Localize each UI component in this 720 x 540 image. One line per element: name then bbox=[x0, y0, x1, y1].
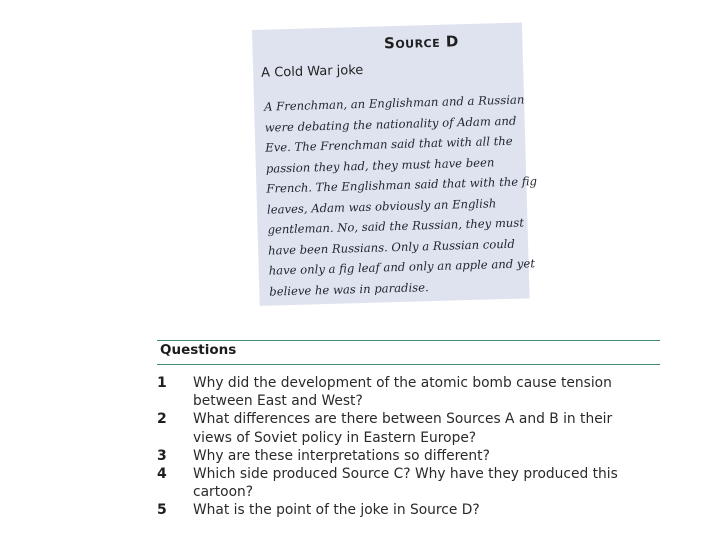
joke-line: leaves, Adam was obviously an English bbox=[266, 195, 497, 217]
question-number: 5 bbox=[157, 502, 167, 519]
question-number: 1 bbox=[157, 375, 167, 391]
joke-line: were debating the nationality of Adam and bbox=[264, 113, 517, 135]
question-line: What differences are there between Sources A and B in their bbox=[193, 411, 613, 428]
question-item bbox=[157, 410, 647, 446]
joke-line: gentleman. No, said the Russian, they must bbox=[267, 215, 525, 237]
question-text bbox=[193, 374, 612, 410]
question-item bbox=[157, 501, 647, 519]
joke-line: A Frenchman, an Englishman and a Russian bbox=[263, 92, 525, 114]
question-line: views of Soviet policy in Eastern Europe? bbox=[193, 429, 477, 446]
joke-line: French. The Englishman said that with the fig bbox=[266, 174, 538, 196]
question-text bbox=[193, 410, 612, 446]
source-heading: Source D bbox=[383, 32, 460, 53]
question-item bbox=[157, 465, 647, 501]
question-number: 2 bbox=[157, 411, 167, 428]
question-text bbox=[193, 501, 480, 519]
joke-line: have only a fig leaf and only an apple and yet bbox=[268, 256, 536, 278]
question-item bbox=[157, 447, 647, 465]
questions-rule-bottom bbox=[157, 364, 660, 365]
question-line: Why did the development of the atomic bomb cause tension bbox=[193, 375, 612, 391]
question-text bbox=[193, 465, 618, 501]
question-text bbox=[193, 447, 490, 465]
question-line: cartoon? bbox=[193, 484, 254, 501]
joke-line: believe he was in paradise. bbox=[269, 279, 429, 299]
questions-heading: Questions bbox=[160, 342, 237, 358]
question-line: Which side produced Source C? Why have they produced this bbox=[193, 466, 618, 483]
question-line: between East and West? bbox=[193, 393, 363, 410]
question-line: Why are these interpretations so different? bbox=[193, 447, 490, 464]
question-number: 3 bbox=[157, 447, 167, 464]
joke-line: passion they had, they must have been bbox=[265, 154, 495, 176]
question-line: What is the point of the joke in Source D? bbox=[193, 502, 480, 519]
joke-line: Eve. The Frenchman said that with all the bbox=[265, 133, 513, 155]
source-d-box bbox=[252, 22, 538, 305]
question-item bbox=[157, 374, 647, 410]
question-number: 4 bbox=[157, 466, 167, 483]
joke-text bbox=[262, 90, 538, 302]
questions-rule-top bbox=[157, 340, 660, 341]
questions-list bbox=[157, 374, 647, 520]
source-subtitle: A Cold War joke bbox=[261, 62, 364, 81]
joke-line: have been Russians. Only a Russian could bbox=[267, 236, 515, 258]
